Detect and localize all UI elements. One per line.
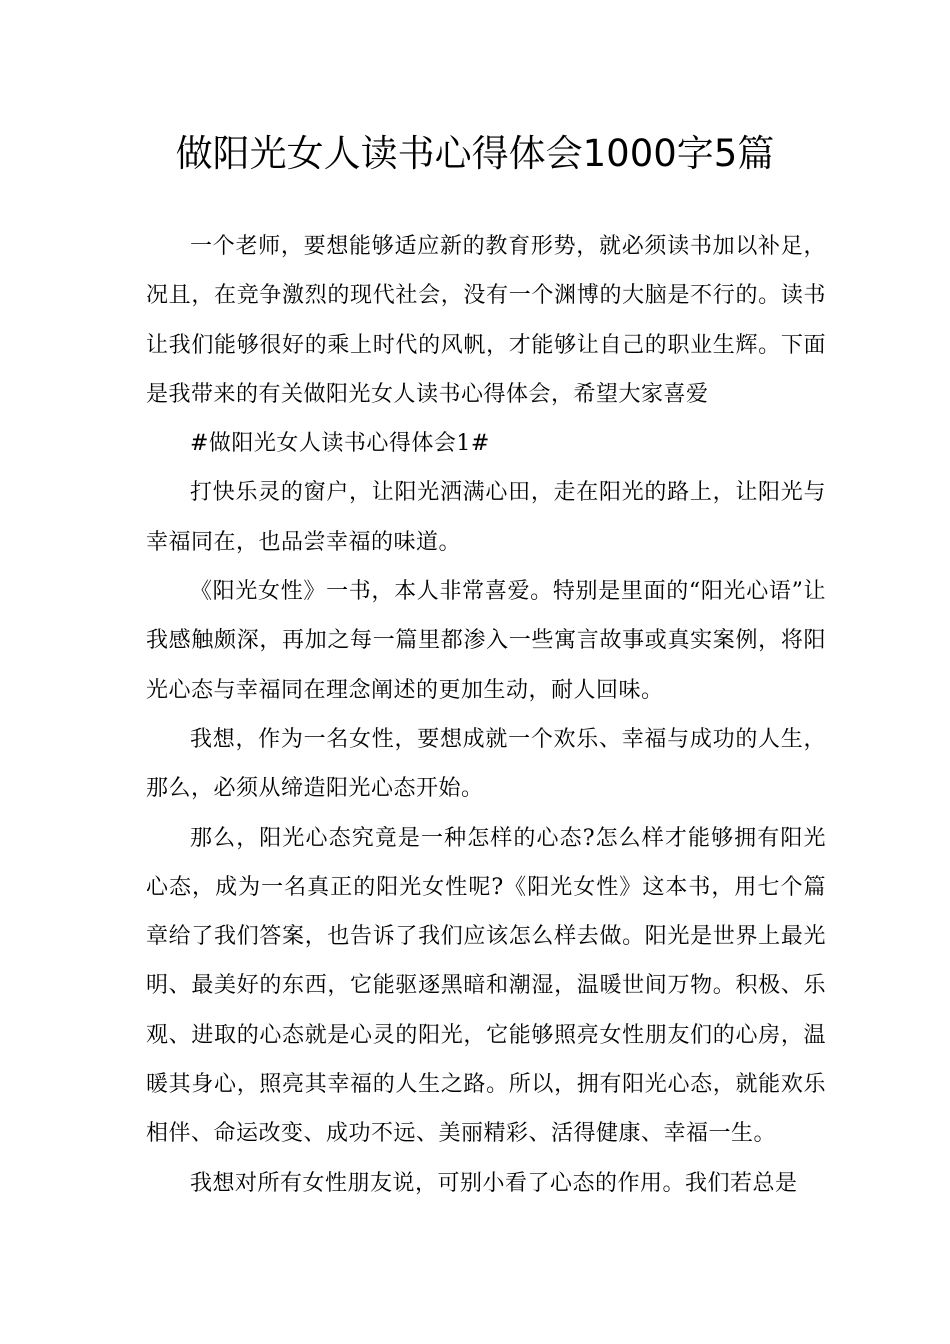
paragraph-advice: 我想对所有女性朋友说，可别小看了心态的作用。我们若总是	[190, 1170, 798, 1196]
document-body	[146, 222, 826, 1208]
section-heading-1: #做阳光女人读书心得体会1#	[190, 431, 490, 457]
paragraph-sunny-mindset: 那么，阳光心态究竟是一种怎样的心态?怎么样才能够拥有阳光心态，成为一名真正的阳光女性呢?《阳光女性》这本书，用七个篇章给了我们答案，也告诉了我们应该怎么样去做。阳光是世界上最光明、最美好的东西，它能驱逐黑暗和潮湿，温暖世间万物。积极、乐观、进取的心态就是心灵的阳光，它能够照亮女性朋友们的心房，温暖其身心，照亮其幸福的人生之路。所以，拥有阳光心态，就能欢乐相伴、命运改变、成功不远、美丽精彩、活得健康、幸福一生。	[146, 825, 826, 1147]
paragraph-open-window: 打快乐灵的窗户，让阳光洒满心田，走在阳光的路上，让阳光与幸福同在，也品尝幸福的味道。	[146, 480, 826, 555]
paragraph-book-intro: 《阳光女性》一书，本人非常喜爱。特别是里面的“阳光心语”让我感触颇深，再加之每一篇里都渗入一些寓言故事或真实案例，将阳光心态与幸福同在理念阐述的更加生动，耐人回味。	[146, 579, 826, 703]
paragraph-success-life: 我想，作为一名女性，要想成就一个欢乐、幸福与成功的人生，那么，必须从缔造阳光心态开始。	[146, 726, 826, 802]
document-title: 做阳光女人读书心得体会1000字5篇	[175, 132, 775, 175]
paragraph-intro: 一个老师，要想能够适应新的教育形势，就必须读书加以补足，况且，在竞争激烈的现代社会，没有一个渊博的大脑是不行的。读书让我们能够很好的乘上时代的风帆，才能够让自己的职业生辉。下面是我带来的有关做阳光女人读书心得体会，希望大家喜爱	[146, 234, 826, 407]
